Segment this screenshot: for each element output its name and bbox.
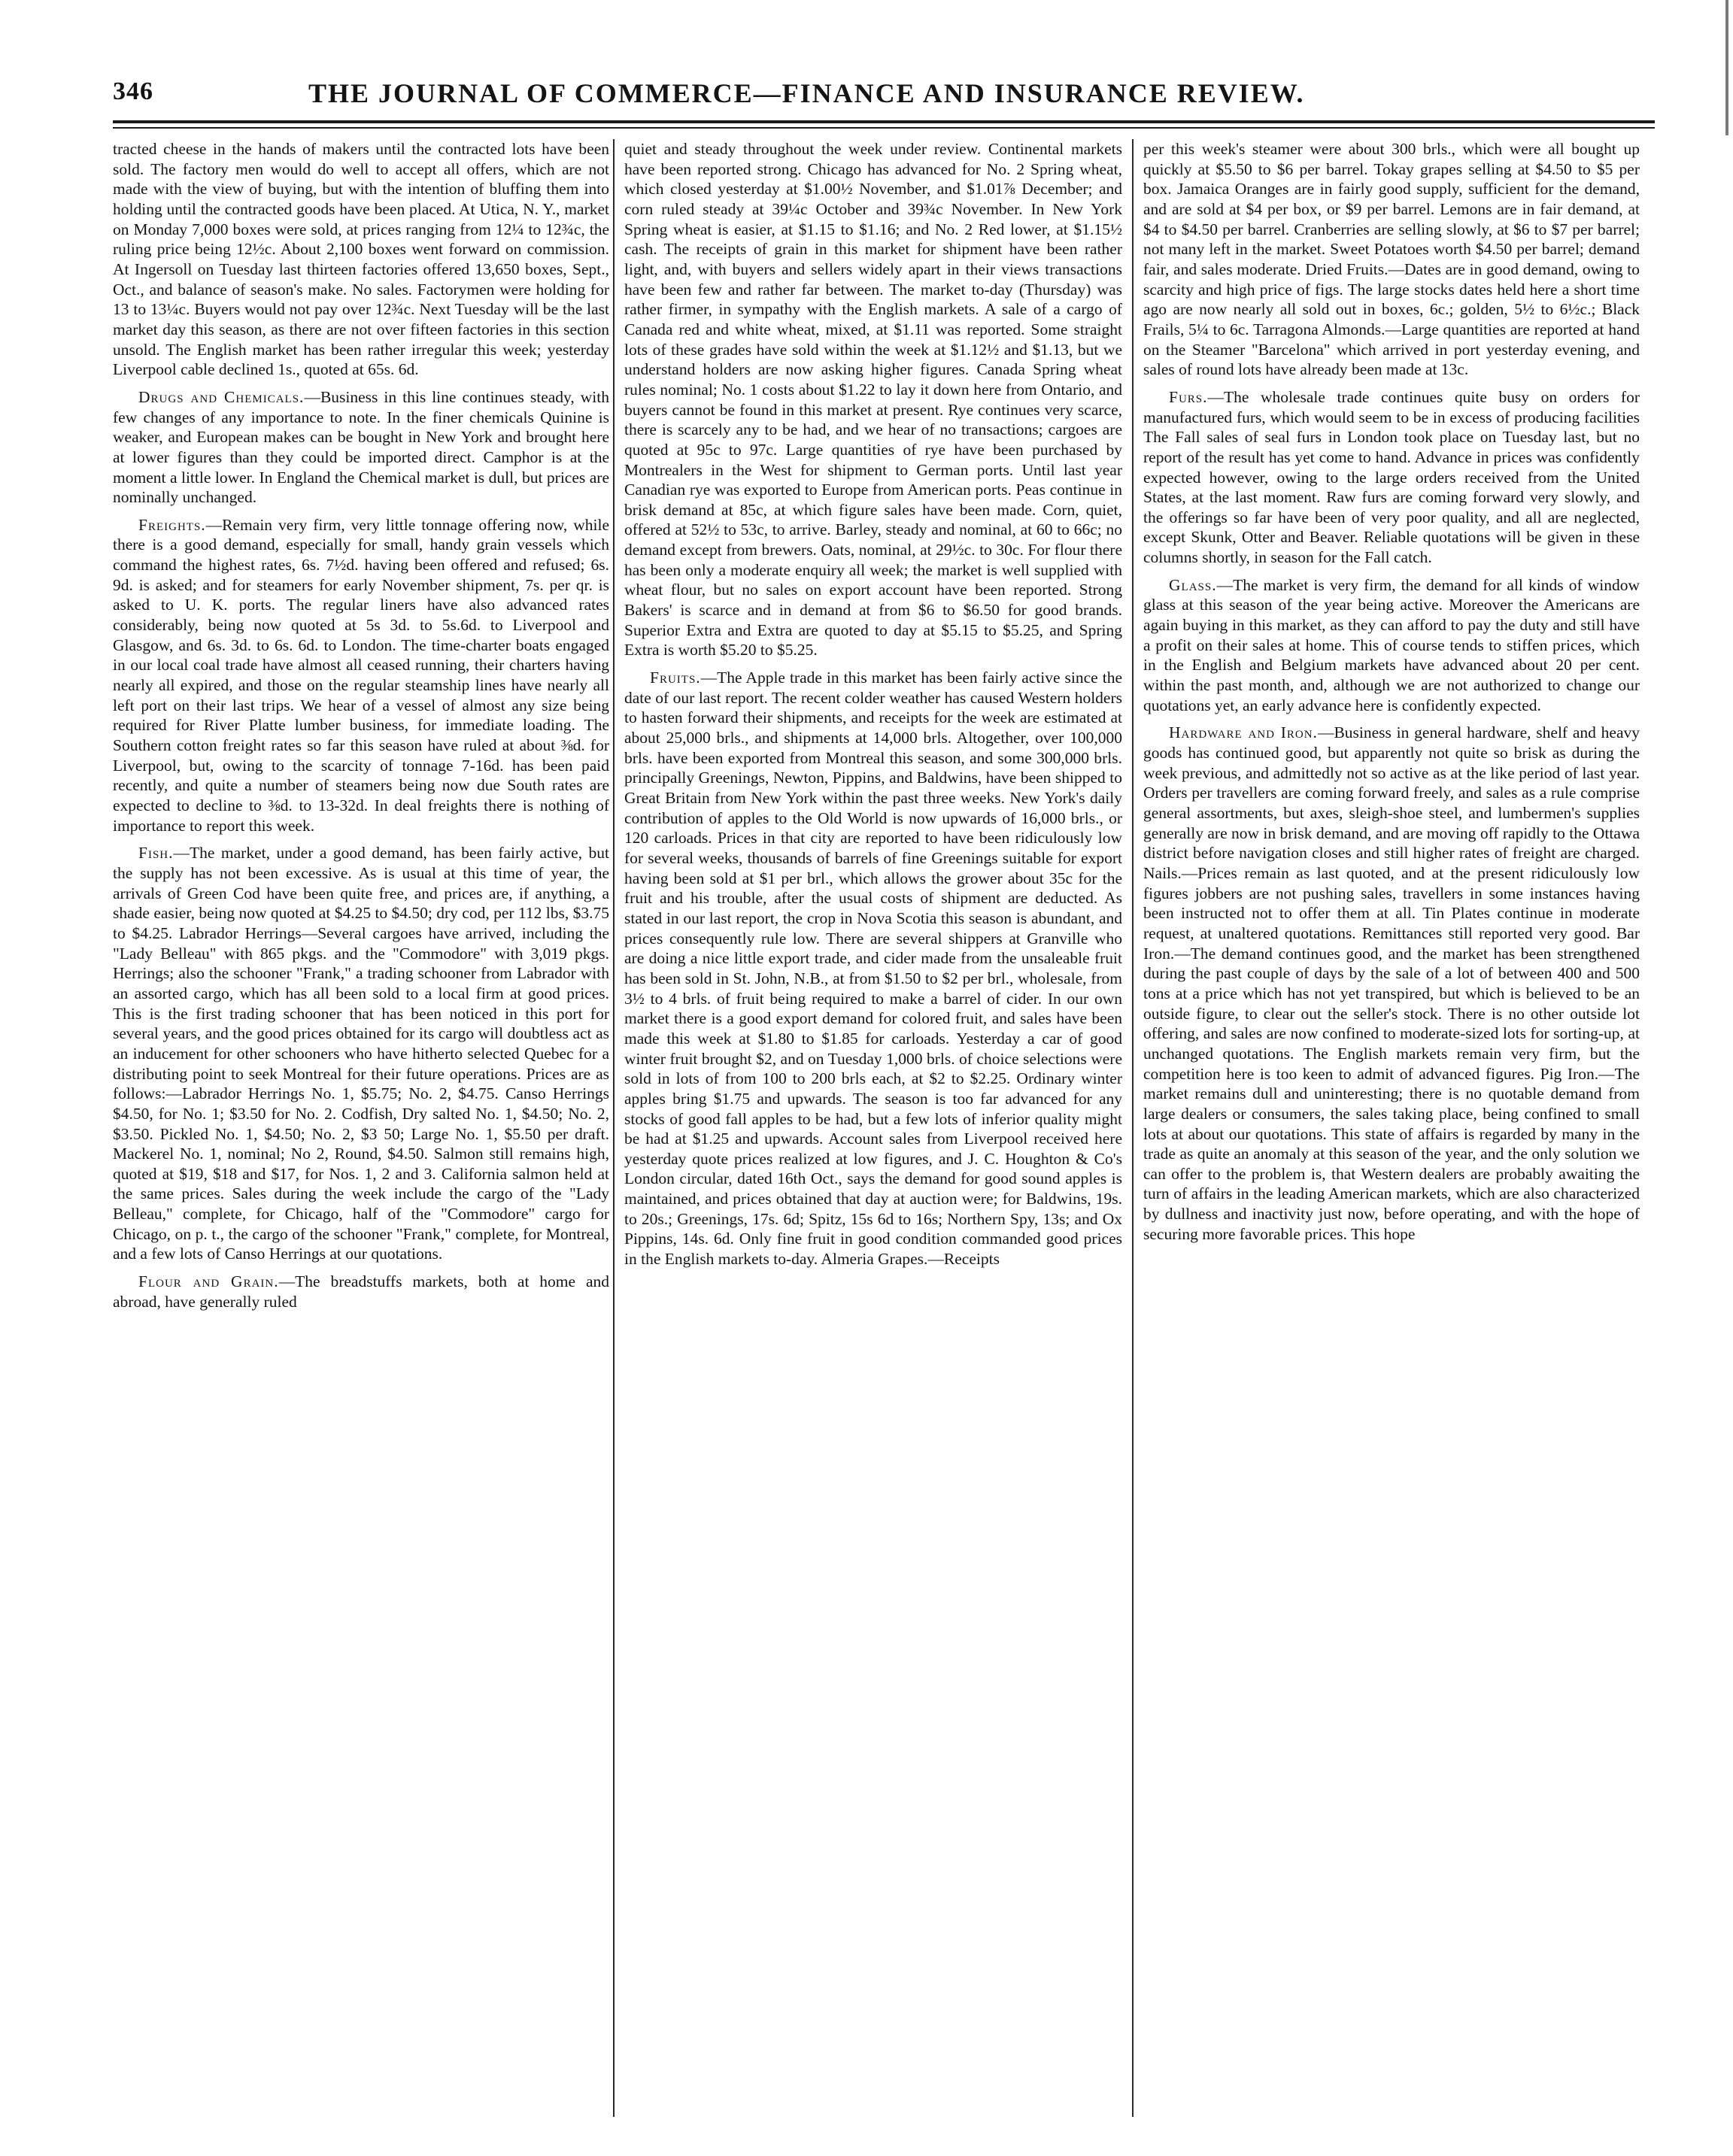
- page-number: 346: [113, 77, 153, 105]
- header-rule-thick: [113, 120, 1655, 123]
- column-divider-1: [613, 139, 615, 2117]
- hardware-iron-section: [1143, 723, 1640, 1244]
- freights-section: [113, 515, 609, 836]
- drugs-text: —Business in this line continues steady, with few changes of any importance to note. In the finer chemicals Quinine is weaker, and European makes can be bought in New York and brought here at lower figures than they could be imported direct. Camphor is at the moment a little lower. In England the Chemical market is dull, but prices are nominally unchanged.: [113, 387, 609, 507]
- freights-text: —Remain very firm, very little tonnage offering now, while there is a good demand, especially for small, handy grain vessels which command the highest rates, 6s. 7½d. having been offered and refused; 6s. 9d. is asked; and for steamers for early November shipment, 7s. per qr. is asked to U. K. ports. The regular liners have also advanced rates considerably, being now quoted at 5s 3d. to 5s.6d. to Liverpool and Glasgow, and 6s. 3d. to 6s. 6d. to London. The time-charter boats engaged in our local coal trade have almost all ceased running, their charters having nearly all expired, and those on the regular steamship lines have nearly all left port on their last trips. We hear of a vessel of almost any size being required for River Platte lumber business, for immediate loading. The Southern cotton freight rates so far this season have ruled at about ⅜d. for Liverpool, but, owing to the scarcity of tonnage 7-16d. has been paid recently, and quite a number of steamers being now due South rates are expected to decline to ⅜d. to 13-32d. In deal freights there is nothing of importance to report this week.: [113, 515, 609, 835]
- fruits-text: —The Apple trade in this market has been fairly active since the date of our last report. The recent colder weather has caused Western holders to hasten forward their shipments, and receipts for the week are estimated at about 25,000 brls., and shipments at 14,000 brls. Altogether, over 100,000 brls. have been exported from Montreal this season, and some 300,000 brls. principally Greenings, Newton, Pippins, and Baldwins, have been shipped to Great Britain from New York within the past three weeks. New York's daily contribution of apples to the Old World is now upwards of 16,000 brls., or 120 carloads. Prices in that city are reported to have been ridiculously low for several weeks, thousands of barrels of fine Greenings suitable for export having been sold at $1 per brl., which allows the grower about 35c for the fruit and his trouble, after the usual costs of shipment are deducted. As stated in our last report, the crop in Nova Scotia this season is abundant, and prices consequently rule low. There are several shippers at Granville who are doing a nice little export trade, and cider made from the unsaleable fruit has been sold in St. John, N.B., at from $1.50 to $2 per brl., wholesale, from 3½ to 4 brls. of fruit being required to make a barrel of cider. In our own market there is a good export demand for colored fruit, and sales have been made this week at $1.80 to $1.85 for carloads. Yesterday a car of good winter fruit brought $2, and on Tuesday 1,000 brls. of choice selections were sold in lots of from 100 to 200 brls each, at $2 to $2.25. Ordinary winter apples bring $1.75 and upwards. The season is too far advanced for any stocks of good fall apples to be had, but a few lots of inferior quality might be had at $1.25 and upwards. Account sales from Liverpool received here yesterday quote prices realized at low figures, and J. C. Houghton & Co's London circular, dated 16th Oct., says the demand for good sound apples is maintained, and prices obtained that day at auction were; for Baldwins, 19s. to 20s.; Greenings, 17s. 6d; Spitz, 15s 6d to 16s; Northern Spy, 13s; and Ox Pippins, 14s. 6d. Only fine fruit in good condition commanded good prices in the English markets to-day. Almeria Grapes.—Receipts: [624, 669, 1122, 1269]
- fish-heading: Fish.: [138, 844, 174, 863]
- flour-grain-text: —The breadstuffs markets, both at home and abroad, have generally ruled: [113, 1272, 609, 1311]
- hardware-iron-heading: Hardware and Iron.: [1169, 723, 1318, 742]
- drugs-heading: Drugs and Chemicals.: [138, 387, 305, 406]
- freights-heading: Freights.: [138, 515, 206, 534]
- flour-grain-section: [113, 1272, 609, 1311]
- column-1: [113, 139, 609, 2117]
- furs-text: —The wholesale trade continues quite busy on orders for manufactured furs, which would seem to be in excess of producing facilities The Fall sales of seal furs in London took place on Tuesday last, but no report of the result has yet come to hand. Advance in prices was confidently expected however, owing to the large orders received from the United States, at the last moment. Raw furs are coming forward very slowly, and the offerings so far have been of very poor quality, and all are neglected, except Skunk, Otter and Beaver. Reliable quotations will be given in these columns shortly, in season for the Fall catch.: [1143, 387, 1640, 567]
- grain-report-continued: quiet and steady throughout the week under review. Continental markets have been reported strong. Chicago has advanced for No. 2 Spring wheat, which closed yesterday at $1.00½ November, and $1.01⅞ December; and corn ruled steady at 39¼c October and 39¾c November. In New York Spring wheat is easier, at $1.15 to $1.16; and No. 2 Red lower, at $1.15½ cash. The receipts of grain in this market for shipment have been rather light, and, with buyers and sellers widely apart in their views transactions have been few and rather far between. The market to-day (Thursday) was rather firmer, in sympathy with the English markets. A sale of a cargo of Canada red and white wheat, mixed, at $1.11 was reported. Some straight lots of these grades have sold within the week at $1.12½ and $1.13, but we understand holders are now asking higher figures. Canada Spring wheat rules nominal; No. 1 costs about $1.22 to lay it down here from Ontario, and buyers cannot be found in this market at present. Rye continues very scarce, there is scarcely any to be had, and we hear of no transactions; cargoes are quoted at 95c to 97c. Large quantities of rye have been purchased by Montrealers in the West for shipment to German ports. Until last year Canadian rye was exported to Europe from American ports. Peas continue in brisk demand at 85c, at which figure sales have been made. Corn, quiet, offered at 52½ to 53c, to arrive. Barley, steady and nominal, at 60 to 66c; no demand except from brewers. Oats, nominal, at 29½c. to 30c. For flour there has been only a moderate enquiry all week; the market is well supplied with wheat flour, but no sales on export account have been reported. Strong Bakers' is scarce and in demand at from $6 to $6.50 for good brands. Superior Extra and Extra are quoted to day at $5.15 to $5.25, and Spring Extra is worth $5.20 to $5.25.: [624, 140, 1122, 660]
- glass-text: —The market is very firm, the demand for all kinds of window glass at this season of the year being active. Moreover the Americans are again buying in this market, as they can afford to pay the duty and still have a profit on their sales at home. This of course tends to stiffen prices, which in the English and Belgium markets have advanced about 20 per cent. within the past month, and, although we are not authorized to change our quotations yet, an early advance here is confidently expected.: [1143, 575, 1640, 714]
- hardware-iron-text: —Business in general hardware, shelf and heavy goods has continued good, but apparently not quite so brisk as during the week previous, and admittedly not so active as at the like period of last year. Orders per travellers are coming forward freely, and sales as a rule comprise general assortments, but axes, sleigh-shoe steel, and lumbermen's supplies generally are now in brisk demand, and are moving off rapidly to the Ottawa district before navigation closes and still higher rates of freight are charged. Nails.—Prices remain as last quoted, and at the present ridiculously low figures jobbers are not pushing sales, travellers in some instances having been instructed not to offer them at all. Tin Plates continue in moderate request, at unaltered quotations. Remittances still reported very good. Bar Iron.—The demand continues good, and the market has been strengthened during the past couple of days by the sale of a lot of between 400 and 500 tons at a price which has not yet transpired, but which is believed to be an outside figure, to clear out the seller's stock. There is no other outside lot offering, and sales are now confined to moderate-sized lots for sorting-up, at unchanged quotations. The English markets remain very firm, but the competition here is too keen to admit of advanced figures. Pig Iron.—The market remains dull and uninteresting; there is no quotable demand from large dealers or consumers, the sales taking place, being confined to small lots at about our quotations. This state of affairs is regarded by many in the trade as quite an anomaly at this season of the year, and the only solution we can offer to the problem is, that Western dealers are probably awaiting the turn of affairs in the leading American markets, which are also characterized by dullness and inactivity just now, before operating, and with the hope of securing more favorable prices. This hope: [1143, 723, 1640, 1243]
- glass-section: [1143, 575, 1640, 716]
- drugs-section: [113, 387, 609, 508]
- journal-title: THE JOURNAL OF COMMERCE—FINANCE AND INSURANCE REVIEW.: [308, 78, 1305, 108]
- page-edge-mark: [1725, 0, 1728, 135]
- column-2: [624, 139, 1122, 2117]
- furs-heading: Furs.: [1169, 387, 1208, 406]
- column-3: [1143, 139, 1640, 2117]
- fruits-heading: Fruits.: [650, 669, 701, 687]
- fish-section: [113, 843, 609, 1264]
- header-rule-thin: [113, 127, 1655, 129]
- page-header: [113, 77, 1655, 123]
- fish-text: —The market, under a good demand, has been fairly active, but the supply has not been excessive. As is usual at this time of year, the arrivals of Green Cod have been quite free, and prices are, if anything, a shade easier, being now quoted at $4.25 to $4.50; dry cod, per 112 lbs, $3.75 to $4.25. Labrador Herrings—Several cargoes have arrived, including the "Lady Belleau" with 865 pkgs. and the "Commodore" with 3,019 pkgs. Herrings; also the schooner "Frank," a trading schooner from Labrador with an assorted cargo, which has all been sold to a local firm at good prices. This is the first trading schooner that has been noticed in this port for several years, and the good prices obtained for its cargo will doubtless act as an inducement for other schooners who have hitherto selected Quebec for a distributing point to seek Montreal for their future operations. Prices are as follows:—Labrador Herrings No. 1, $5.75; No. 2, $4.75. Canso Herrings $4.50, for No. 1; $3.50 for No. 2. Codfish, Dry salted No. 1, $4.50; No. 2, $3.50. Pickled No. 1, $4.50; No. 2, $3 50; Large No. 1, $5.50 per draft. Mackerel No. 1, nominal; No 2, Round, $4.50. Salmon still remains high, quoted at $19, $18 and $17, for Nos. 1, 2 and 3. California salmon held at the same prices. Sales during the week include the cargo of the "Lady Belleau," complete, for Chicago, half of the "Commodore" cargo for Chicago, on p. t., the cargo of the schooner "Frank," complete, for Montreal, and a few lots of Canso Herrings at our quotations.: [113, 844, 609, 1263]
- cheese-report-continued: tracted cheese in the hands of makers until the contracted lots have been sold. The factory men would do well to accept all offers, which are not made with the view of buying, but with the intention of bluffing them into holding until the contracted goods have been placed. At Utica, N. Y., market on Monday 7,000 boxes were sold, at prices ranging from 12¼ to 12¾c, the ruling price being 12½c. About 2,100 boxes went forward on commission. At Ingersoll on Tuesday last thirteen factories offered 13,650 boxes, Sept., Oct., and balance of season's make. No sales. Factorymen were holding for 13 to 13¼c. Buyers would not pay over 12¾c. Next Tuesday will be the last market day this season, as there are not over fifteen factories in this section unsold. The English market has been rather irregular this week; yesterday Liverpool cable declined 1s., quoted at 65s. 6d.: [113, 140, 609, 379]
- furs-section: [1143, 387, 1640, 568]
- column-divider-2: [1132, 139, 1134, 2117]
- flour-grain-heading: Flour and Grain.: [138, 1272, 279, 1291]
- glass-heading: Glass.: [1169, 575, 1217, 594]
- fruit-report-continued: per this week's steamer were about 300 brls., which were all bought up quickly at $5.50 to $6 per barrel. Tokay grapes selling at $4.50 to $5 per box. Jamaica Oranges are in fairly good supply, sufficient for the demand, and are sold at $4 per box, or $9 per barrel. Lemons are in fair demand, at $4 to $4.50 per barrel. Cranberries are selling slowly, at $6 to $7 per barrel; not many left in the market. Sweet Potatoes worth $4.50 per barrel; demand fair, and sales moderate. Dried Fruits.—Dates are in good demand, owing to scarcity and high price of figs. The large stocks dates held here a short time ago are now nearly all sold out in boxes, 6c.; golden, 5½ to 6½c.; Black Frails, 5¼ to 6c. Tarragona Almonds.—Large quantities are reported at hand on the Steamer "Barcelona" which arrived in port yesterday evening, and sales of round lots have already been made at 13c.: [1143, 140, 1640, 379]
- fruits-section: [624, 668, 1122, 1269]
